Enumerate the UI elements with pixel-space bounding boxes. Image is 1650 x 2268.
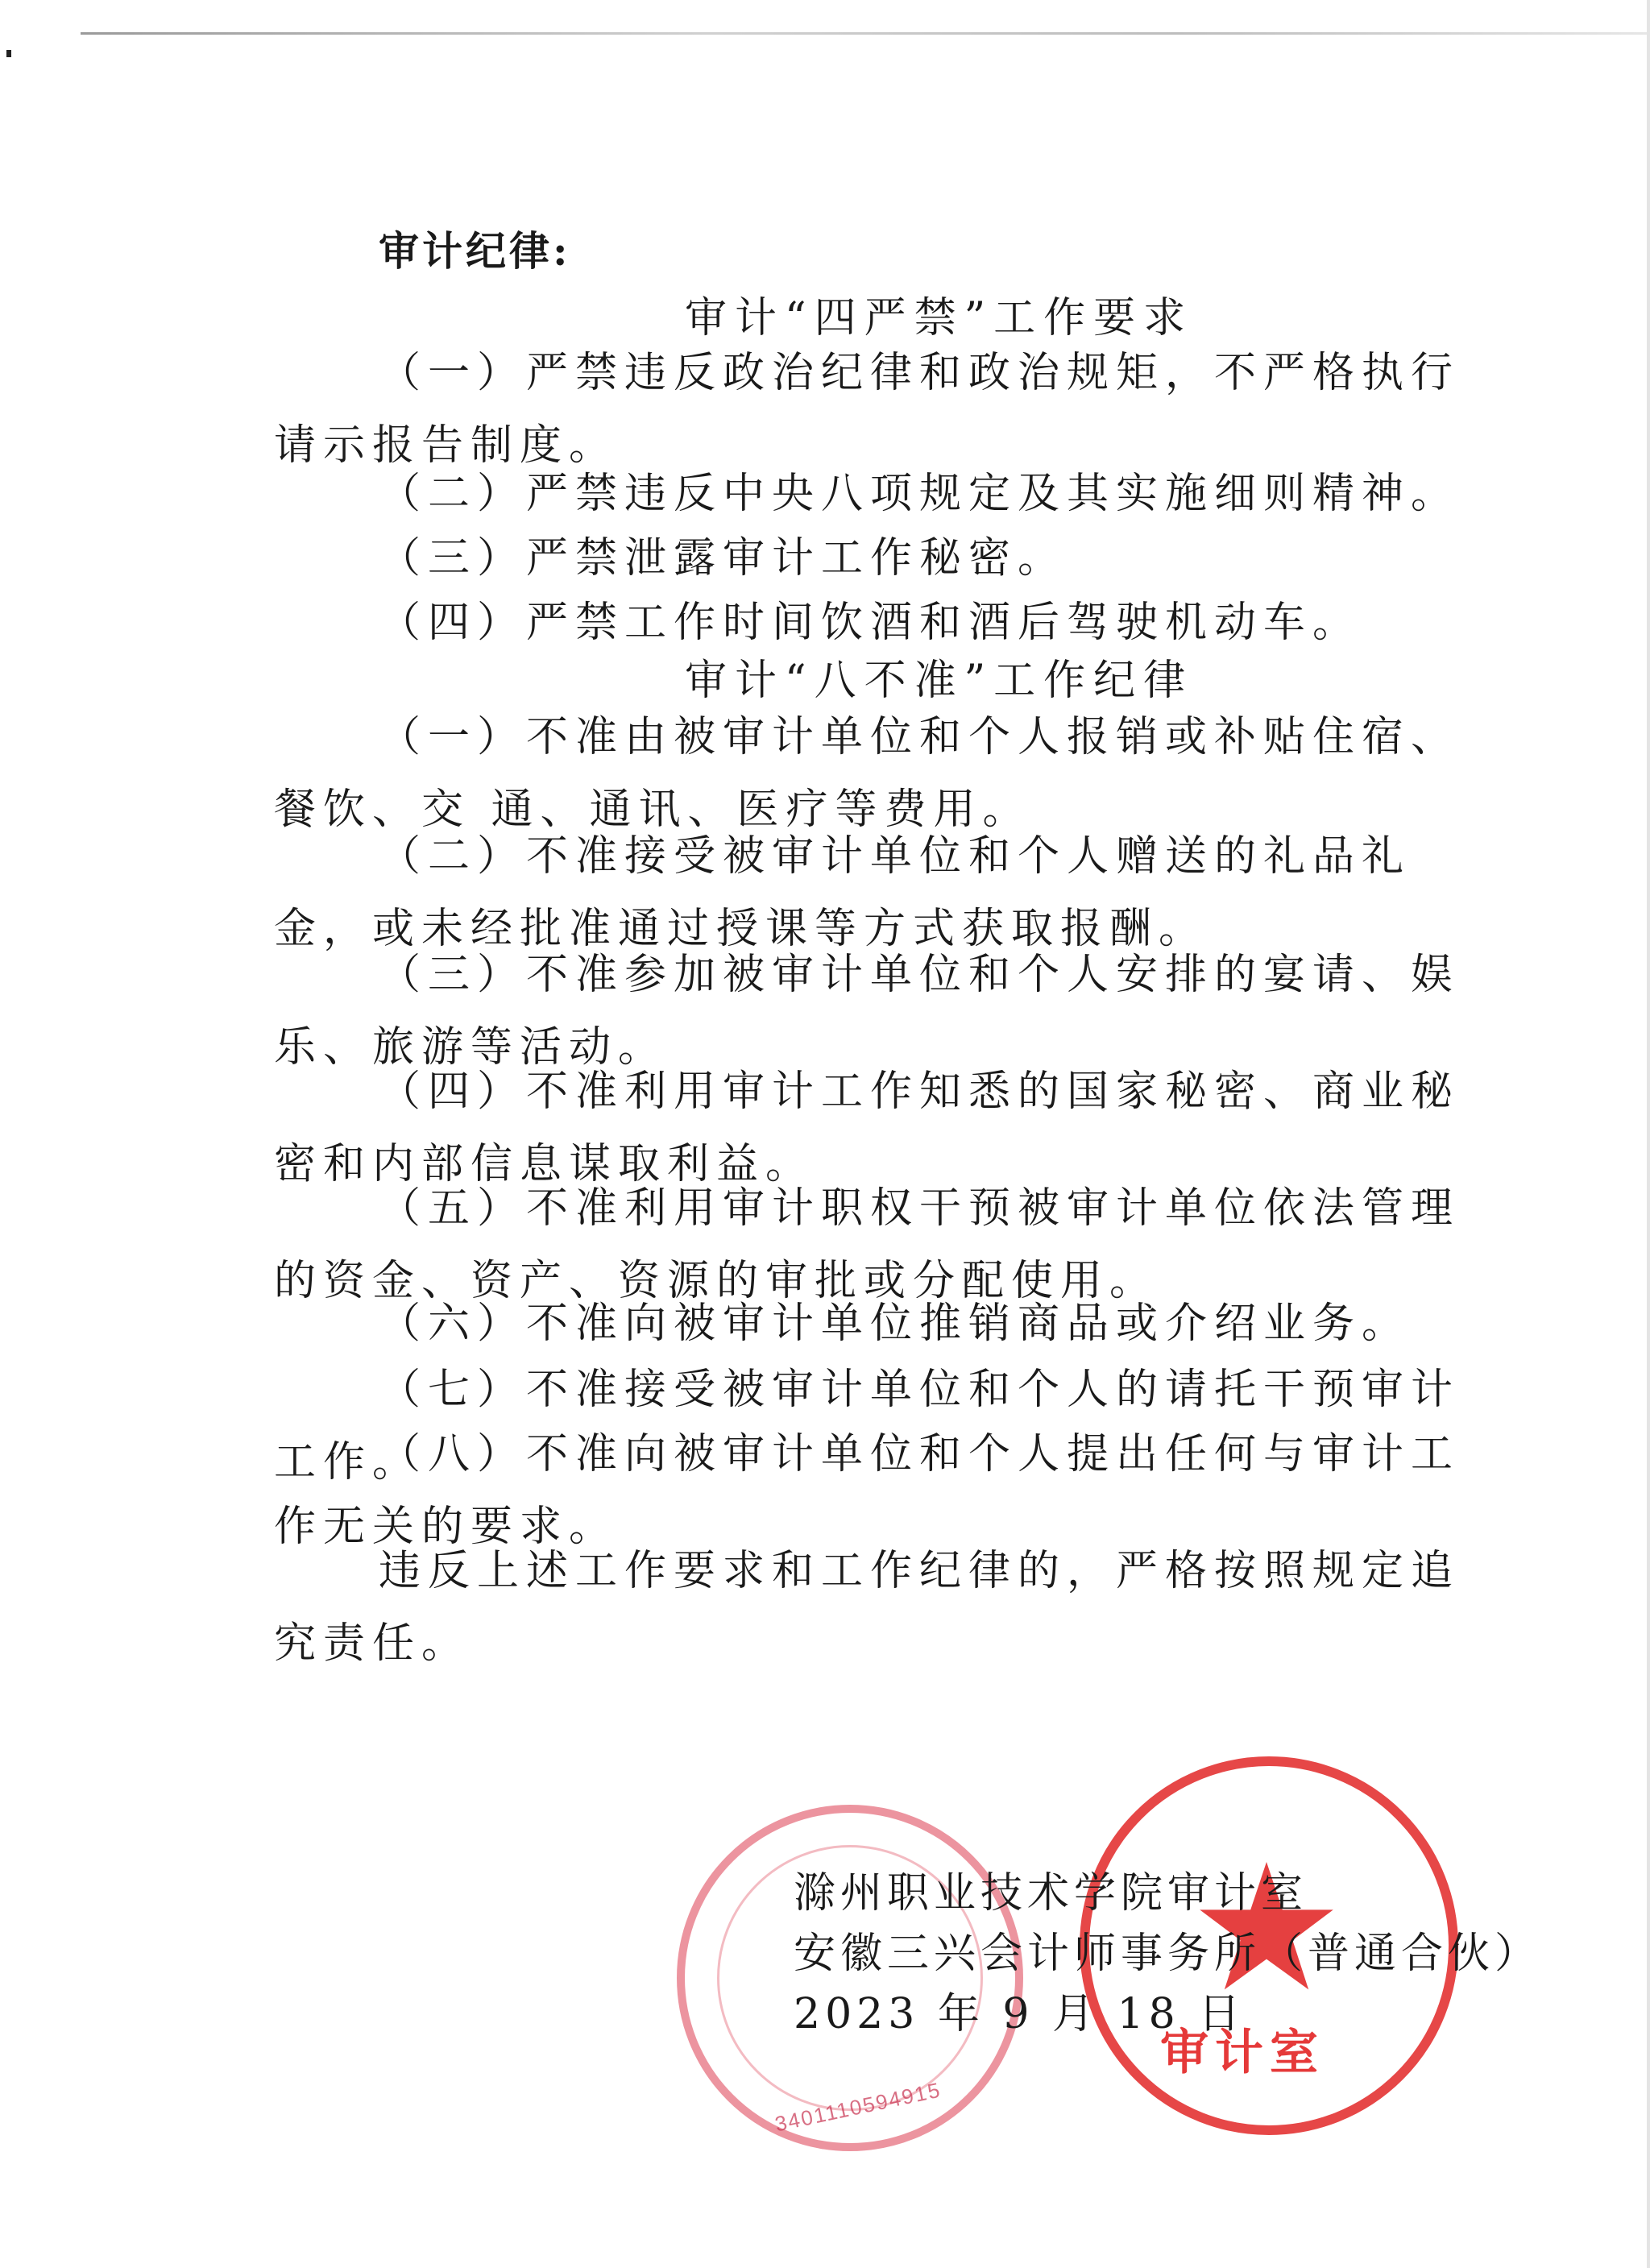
- four-prohibitions-item: （三）严禁泄露审计工作秘密。: [379, 534, 1068, 583]
- seal-bottom-text: 审计室: [1160, 2025, 1325, 2081]
- scan-side-shadow: [1647, 0, 1650, 2268]
- signature-date: 2023 年 9 月 18 日: [794, 1990, 1246, 2038]
- four-prohibitions-title: 审计“四严禁”工作要求: [685, 294, 1194, 342]
- closing-statement: 违反上述工作要求和工作纪律的，严格按照规定追究责任。: [274, 1547, 1461, 1668]
- four-prohibitions-item: （四）严禁工作时间饮酒和酒后驾驶机动车。: [379, 599, 1362, 647]
- eight-rules-item: （一）不准由被审计单位和个人报销或补贴住宿、餐饮、交 通、通讯、医疗等费用。: [274, 713, 1461, 834]
- eight-rules-item: （三）不准参加被审计单位和个人安排的宴请、娱乐、旅游等活动。: [274, 951, 1461, 1072]
- eight-rules-item: （五）不准利用审计职权干预被审计单位依法管理的资金、资产、资源的审批或分配使用。: [274, 1184, 1461, 1305]
- eight-rules-title: 审计“八不准”工作纪律: [685, 657, 1194, 705]
- eight-rules-item: （二）不准接受被审计单位和个人赠送的礼品礼金，或未经批准通过授课等方式获取报酬。: [274, 832, 1412, 953]
- signature-org-firm: 安徽三兴会计师事务所（普通合伙）: [794, 1930, 1542, 1978]
- eight-rules-item: （六）不准向被审计单位推销商品或介绍业务。: [379, 1300, 1412, 1348]
- scan-corner-mark: [6, 50, 11, 57]
- scan-edge-line: [81, 32, 1650, 35]
- signature-org-college: 滁州职业技术学院审计室: [794, 1869, 1308, 1918]
- four-prohibitions-item: （二）严禁违反中央八项规定及其实施细则精神。: [379, 470, 1461, 518]
- eight-rules-item: （四）不准利用审计工作知悉的国家秘密、商业秘密和内部信息谋取利益。: [274, 1068, 1461, 1188]
- discipline-heading: 审计纪律:: [379, 227, 571, 275]
- seal-registration-number: 3401110594915: [773, 2077, 943, 2137]
- four-prohibitions-item: （一）严禁违反政治纪律和政治规矩，不严格执行请示报告制度。: [274, 349, 1461, 470]
- eight-rules-item: （八）不准向被审计单位和个人提出任何与审计工作无关的要求。: [274, 1430, 1461, 1551]
- eight-rules-item: （七）不准接受被审计单位和个人的请托干预审计工作。: [274, 1366, 1461, 1486]
